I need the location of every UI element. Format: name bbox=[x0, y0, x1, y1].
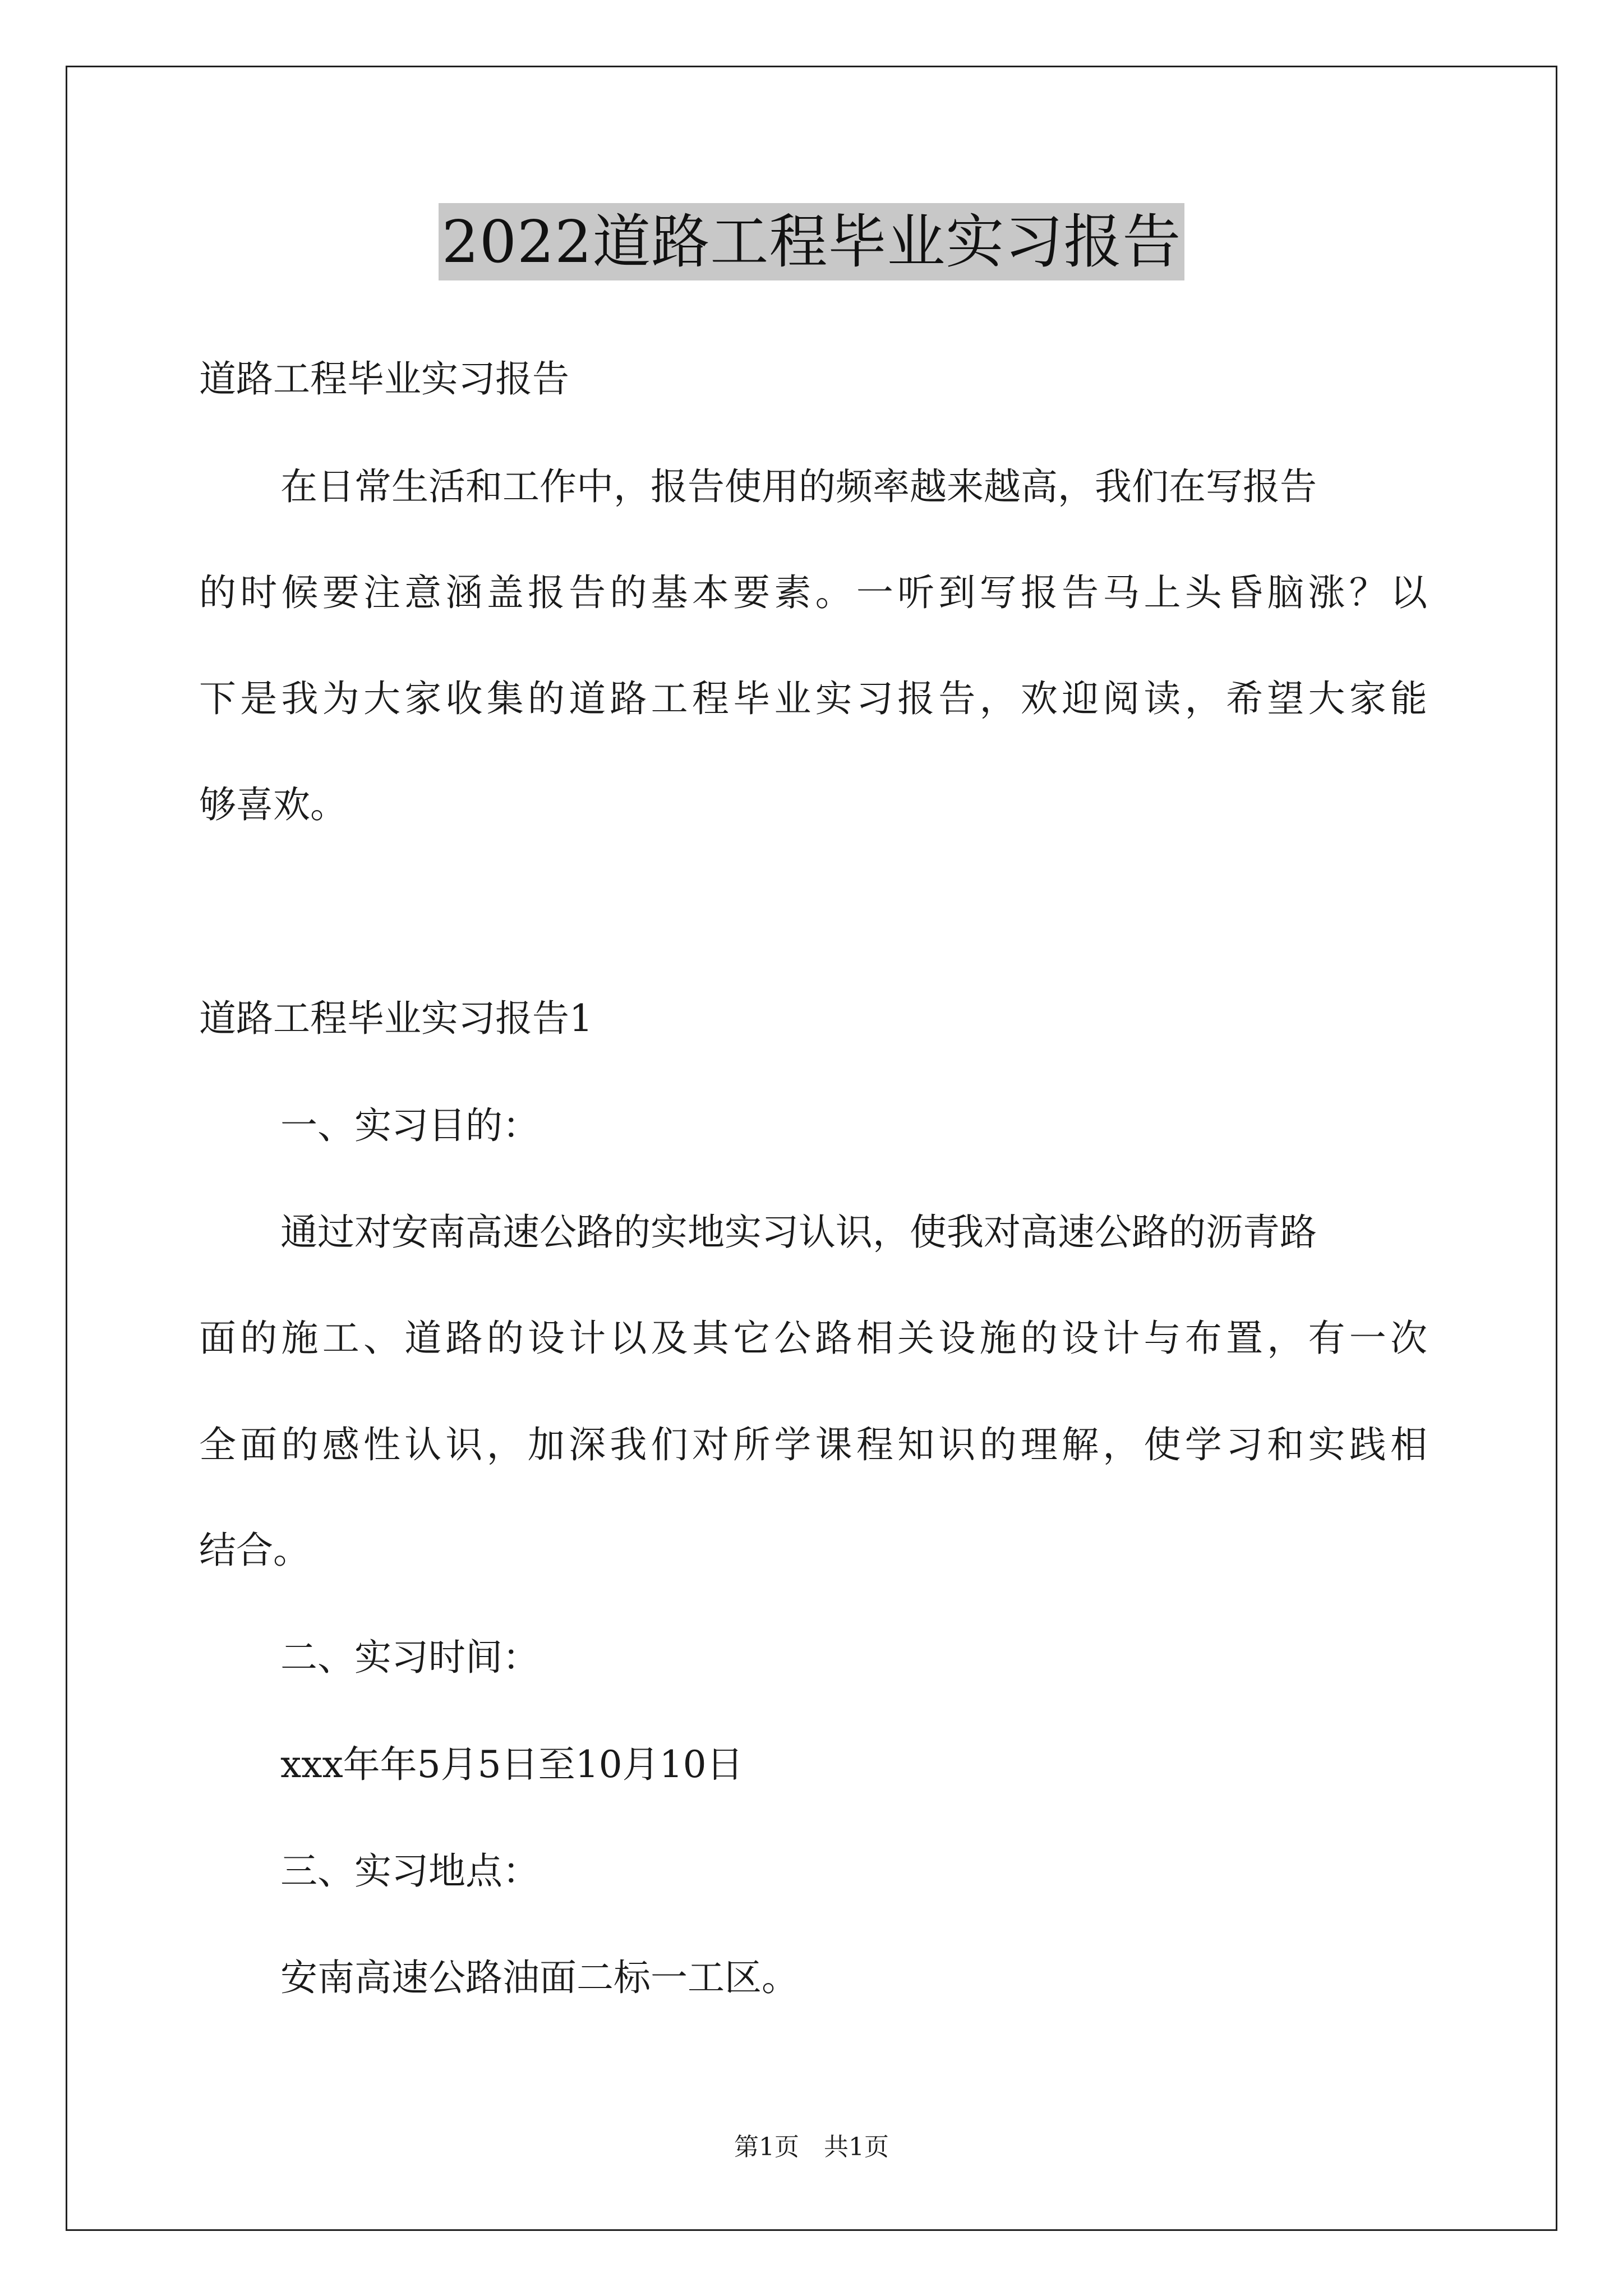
purpose-line-4: 结合。 bbox=[199, 1529, 310, 1572]
purpose-line-3: 全面的感性认识，加深我们对所学课程知识的理解，使学习和实践相 bbox=[199, 1423, 1427, 1466]
purpose-heading: 一、实习目的： bbox=[280, 1104, 540, 1147]
title-container bbox=[0, 203, 1623, 280]
intro-line-4: 够喜欢。 bbox=[199, 783, 347, 826]
place-heading: 三、实习地点： bbox=[280, 1849, 540, 1893]
intro-line-2: 的时候要注意涵盖报告的基本要素。一听到写报告马上头昏脑涨？以 bbox=[199, 571, 1427, 614]
page-total: 共1页 bbox=[824, 2133, 889, 2161]
time-value: xxx年年5月5日至10月10日 bbox=[280, 1743, 744, 1786]
document-subtitle: 道路工程毕业实习报告 bbox=[199, 357, 569, 401]
purpose-line-1: 通过对安南高速公路的实地实习认识，使我对高速公路的沥青路 bbox=[280, 1211, 1317, 1254]
place-value: 安南高速公路油面二标一工区。 bbox=[280, 1956, 799, 1999]
intro-line-1: 在日常生活和工作中，报告使用的频率越来越高，我们在写报告 bbox=[280, 465, 1317, 508]
page-footer bbox=[0, 2132, 1623, 2163]
page-number: 第1页 bbox=[734, 2133, 799, 2161]
document-title: 2022道路工程毕业实习报告 bbox=[439, 203, 1185, 280]
intro-line-3: 下是我为大家收集的道路工程毕业实习报告，欢迎阅读，希望大家能 bbox=[199, 677, 1427, 720]
purpose-line-2: 面的施工、道路的设计以及其它公路相关设施的设计与布置，有一次 bbox=[199, 1317, 1427, 1360]
time-heading: 二、实习时间： bbox=[280, 1636, 540, 1679]
section-heading: 道路工程毕业实习报告1 bbox=[199, 997, 593, 1040]
